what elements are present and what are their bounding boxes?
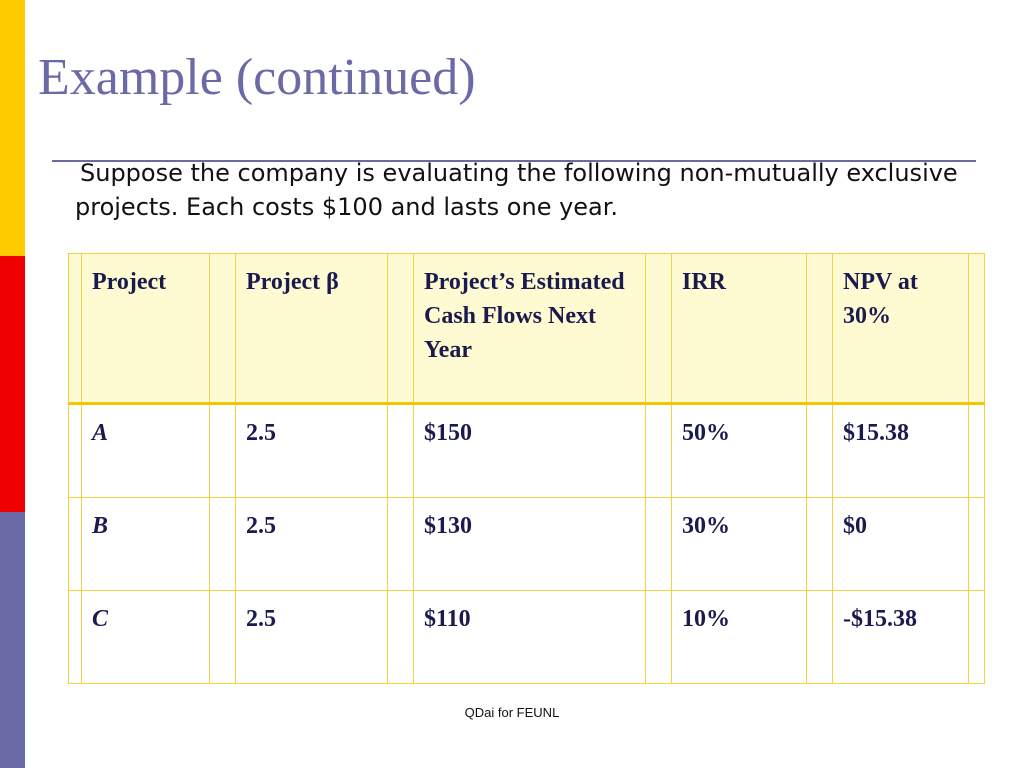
- table-spacer: [210, 404, 236, 498]
- cell-irr: 30%: [672, 498, 807, 591]
- sidebar-bar-yellow: [0, 0, 25, 256]
- slide-title: Example (continued): [38, 49, 476, 106]
- projects-table: [68, 253, 985, 684]
- sidebar-bar-purple: [0, 512, 25, 768]
- column-header-npv: NPV at 30%: [833, 254, 969, 404]
- table-spacer: [807, 591, 833, 684]
- table-spacer: [388, 404, 414, 498]
- table-spacer: [210, 498, 236, 591]
- table-spacer: [69, 404, 82, 498]
- cell-project: C: [82, 591, 210, 684]
- table-row: [69, 498, 985, 591]
- table-spacer: [646, 591, 672, 684]
- cell-beta: 2.5: [236, 404, 388, 498]
- table-spacer: [807, 498, 833, 591]
- table-spacer: [646, 498, 672, 591]
- table-spacer: [69, 254, 82, 404]
- cell-npv: -$15.38: [833, 591, 969, 684]
- table-spacer: [807, 404, 833, 498]
- column-header-beta: Project β: [236, 254, 388, 404]
- table-row: [69, 404, 985, 498]
- cell-cash-flows: $110: [414, 591, 646, 684]
- table-spacer: [969, 254, 985, 404]
- column-header-project: Project: [82, 254, 210, 404]
- cell-cash-flows: $130: [414, 498, 646, 591]
- cell-irr: 10%: [672, 591, 807, 684]
- table-spacer: [388, 498, 414, 591]
- table-spacer: [969, 498, 985, 591]
- cell-npv: $0: [833, 498, 969, 591]
- table-header-row: [69, 254, 985, 404]
- cell-project: A: [82, 404, 210, 498]
- table-spacer: [210, 591, 236, 684]
- table-spacer: [388, 591, 414, 684]
- cell-beta: 2.5: [236, 591, 388, 684]
- cell-irr: 50%: [672, 404, 807, 498]
- table-spacer: [69, 498, 82, 591]
- intro-text: Suppose the company is evaluating the following non-mutually exclusive projects. Each costs $100 and lasts one year.: [75, 159, 958, 221]
- table-spacer: [807, 254, 833, 404]
- column-header-irr: IRR: [672, 254, 807, 404]
- table-spacer: [969, 591, 985, 684]
- table-spacer: [646, 404, 672, 498]
- column-header-cash-flows: Project’s Estimated Cash Flows Next Year: [414, 254, 646, 404]
- cell-npv: $15.38: [833, 404, 969, 498]
- cell-cash-flows: $150: [414, 404, 646, 498]
- table-spacer: [969, 404, 985, 498]
- table-spacer: [210, 254, 236, 404]
- table-spacer: [646, 254, 672, 404]
- cell-beta: 2.5: [236, 498, 388, 591]
- table-spacer: [388, 254, 414, 404]
- slide-footer: QDai for FEUNL: [464, 705, 560, 720]
- sidebar-accent: [0, 0, 25, 768]
- sidebar-bar-red: [0, 256, 25, 512]
- table-row: [69, 591, 985, 684]
- table-spacer: [69, 591, 82, 684]
- cell-project: B: [82, 498, 210, 591]
